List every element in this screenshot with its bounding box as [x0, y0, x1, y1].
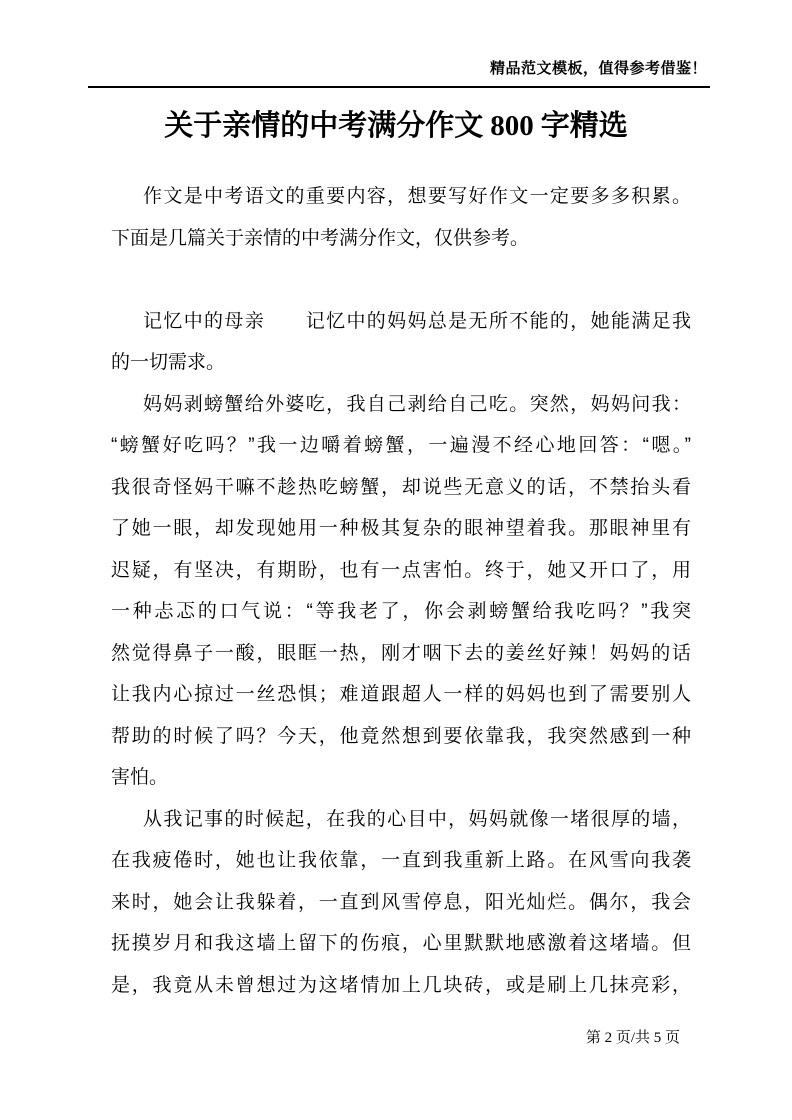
header-notice: 精品范文模板，值得参考借鉴！ — [489, 60, 707, 77]
text-line: 害怕。 — [111, 767, 169, 788]
text-line: 从我记事的时候起，在我的心目中，妈妈就像一堵很厚的墙， — [143, 808, 691, 830]
text-line: 来时，她会让我躲着，一直到风雪停息，阳光灿烂。偶尔，我会 — [111, 891, 691, 913]
paragraph — [111, 301, 691, 384]
text-line: 下面是几篇关于亲情的中考满分作文，仅供参考。 — [111, 227, 530, 249]
text-line: 我很奇怪妈干嘛不趁热吃螃蟹，却说些无意义的话，不禁抬头看 — [111, 476, 691, 498]
text-line: 让我内心掠过一丝恐惧；难道跟超人一样的妈妈也到了需要别人 — [111, 684, 691, 705]
paragraph — [111, 384, 691, 799]
text-line: 妈妈剥螃蟹给外婆吃，我自己剥给自己吃。突然，妈妈问我： — [143, 393, 691, 415]
text-line: 抚摸岁月和我这墙上留下的伤痕，心里默默地感激着这堵墙。但 — [111, 933, 691, 954]
text-line: 是，我竟从未曾想过为这堵情加上几块砖，或是刷上几抹亮彩， — [111, 974, 691, 996]
paragraph — [111, 176, 691, 259]
text-line: 的一切需求。 — [111, 352, 226, 373]
text-line: 作文是中考语文的重要内容，想要写好作文一定要多多积累。 — [143, 186, 691, 207]
text-line: 一种忐忑的口气说：“等我老了，你会剥螃蟹给我吃吗？”我突 — [111, 601, 691, 622]
document-body — [111, 176, 691, 1006]
text-line: 了她一眼，却发现她用一种极其复杂的眼神望着我。那眼神里有 — [111, 518, 691, 539]
page-title — [0, 103, 792, 144]
header-divider — [88, 86, 710, 88]
text-line: 记忆中的母亲 记忆中的妈妈总是无所不能的，她能满足我 — [143, 310, 691, 332]
text-line: 帮助的时候了吗？今天，他竟然想到要依靠我，我突然感到一种 — [111, 725, 691, 747]
title-prefix: 关于亲情的中考满分作文 — [164, 110, 484, 142]
page-number: 第 2 页/共 5 页 — [585, 1030, 680, 1046]
text-line — [111, 259, 691, 301]
text-line: 在我疲倦时，她也让我依靠，一直到我重新上路。在风雪向我袭 — [111, 850, 691, 871]
page-footer — [586, 1026, 680, 1047]
paragraph — [111, 799, 691, 1007]
blank-paragraph — [111, 259, 691, 301]
text-line: “螃蟹好吃吗？”我一边嚼着螃蟹，一遍漫不经心地回答：“嗯。” — [111, 435, 691, 456]
title-suffix: 字精选 — [540, 110, 628, 142]
text-line: 迟疑，有坚决，有期盼，也有一点害怕。终于，她又开口了，用 — [111, 559, 691, 581]
text-line: 然觉得鼻子一酸，眼眶一热，刚才咽下去的姜丝好辣！妈妈的话 — [111, 642, 691, 664]
title-number: 800 — [490, 110, 534, 142]
